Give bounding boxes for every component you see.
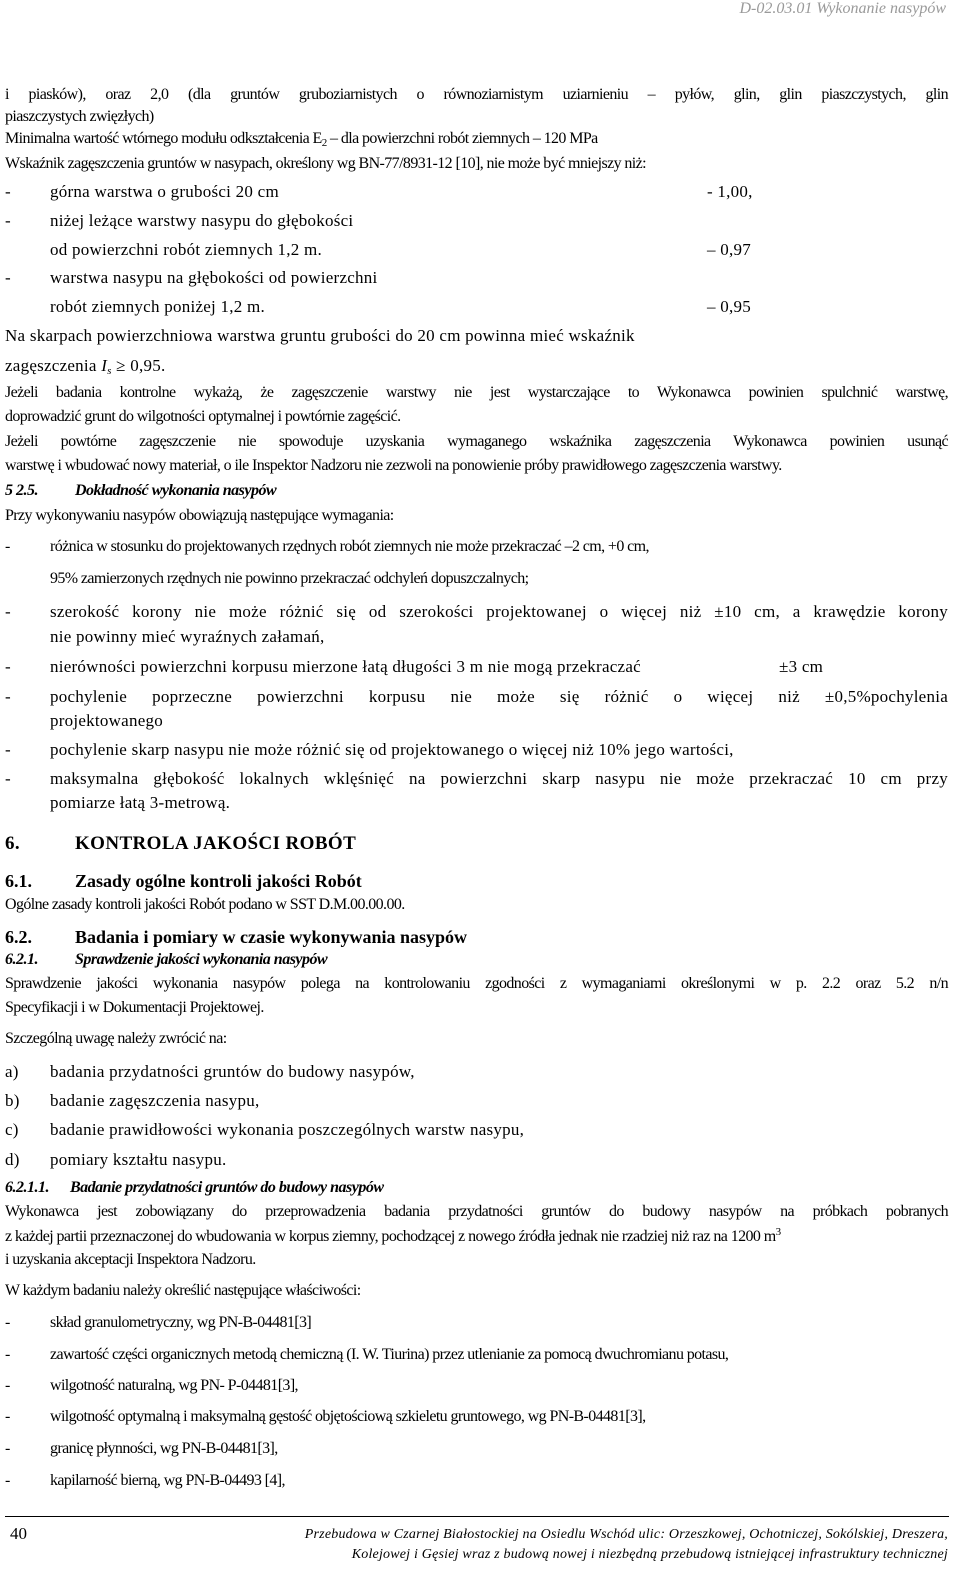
list-dash: - <box>5 182 11 201</box>
list-item: niżej leżące warstwy nasypu do głębokości <box>50 211 354 230</box>
list-marker: a) <box>5 1062 19 1081</box>
list-dash: - <box>5 1472 10 1489</box>
text-fragment: ≥ 0,95. <box>111 356 166 375</box>
text-line: Na skarpach powierzchniowa warstwa gruntu grubości do 20 cm powinna mieć wskaźnik <box>5 326 635 345</box>
text-line: W każdym badaniu należy określić następujące właściwości: <box>5 1282 361 1299</box>
subscript: 2 <box>321 137 327 149</box>
section-number: 6.2.1.1. <box>5 1179 49 1196</box>
text-line <box>5 130 598 149</box>
text-line: piaszczystych zwięzłych) <box>5 108 154 125</box>
text-line: Wykonawca jest zobowiązany do przeprowadzenia badania przydatności gruntów do budowy nasypów na próbkach pobranych <box>5 1203 948 1220</box>
list-item: szerokość korony nie może różnić się od szerokości projektowanej o więcej niż ±10 cm, a krawędzie korony <box>50 602 948 621</box>
section-title: Dokładność wykonania nasypów <box>75 482 277 499</box>
text-line <box>5 356 166 377</box>
subscript: s <box>107 365 112 377</box>
list-item: granicę płynności, wg PN-B-04481[3], <box>50 1440 278 1457</box>
text-line: doprowadzić grunt do wilgotności optymalnej i powtórnie zagęścić. <box>5 408 401 425</box>
list-item: górna warstwa o grubości 20 cm <box>50 182 279 201</box>
list-item: od powierzchni robót ziemnych 1,2 m. <box>50 240 322 259</box>
list-item: pomiary kształtu nasypu. <box>50 1150 227 1169</box>
section-title: Badania i pomiary w czasie wykonywania nasypów <box>75 927 468 947</box>
list-item: nierówności powierzchni korpusu mierzone łatą długości 3 m nie mogą przekraczać <box>50 657 641 676</box>
list-item: projektowanego <box>50 711 164 730</box>
footer-line: Przebudowa w Czarnej Białostockiej na Osiedlu Wschód ulic: Orzeszkowej, Ochotniczej, Sokólskiej, Dreszera, <box>304 1527 948 1542</box>
list-value: – 0,95 <box>707 297 751 316</box>
list-item: różnica w stosunku do projektowanych rzędnych robót ziemnych nie może przekraczać –2 cm, +0 cm, <box>50 538 649 555</box>
list-item: maksymalna głębokość lokalnych wklęśnięć na powierzchni skarp nasypu nie może przekraczać 10 cm przy <box>50 769 948 788</box>
list-dash: - <box>5 740 11 759</box>
text-line: Ogólne zasady kontroli jakości Robót podano w SST D.M.00.00.00. <box>5 896 405 913</box>
list-item: pomiarze łatą 3-metrową. <box>50 793 231 812</box>
text-line: Jeżeli powtórne zagęszczenie nie spowoduje uzyskania wymaganego wskaźnika zagęszczenia Wykonawca powinien usunąć <box>5 433 948 450</box>
text-fragment: zagęszczenia <box>5 356 102 375</box>
list-value: ±3 cm <box>779 657 824 676</box>
list-item: pochylenie poprzeczne powierzchni korpusu nie może się różnić o więcej niż ±0,5%pochylenia <box>50 687 948 706</box>
list-dash: - <box>5 211 11 230</box>
list-marker: c) <box>5 1120 19 1139</box>
section-number: 6. <box>5 833 21 854</box>
list-dash: - <box>5 602 11 621</box>
list-dash: - <box>5 1408 10 1425</box>
list-dash: - <box>5 769 11 788</box>
section-number: 6.2. <box>5 927 32 947</box>
document-code-header: D-02.03.01 Wykonanie nasypów <box>739 0 946 17</box>
section-title: Badanie przydatności gruntów do budowy nasypów <box>70 1179 384 1196</box>
list-dash: - <box>5 657 11 676</box>
page-number: 40 <box>10 1524 27 1543</box>
section-number: 6.2.1. <box>5 951 38 968</box>
text-line <box>5 1226 780 1246</box>
text-fragment: – dla powierzchni robót ziemnych – 120 MPa <box>326 130 598 147</box>
text-line: Przy wykonywaniu nasypów obowiązują następujące wymagania: <box>5 507 394 524</box>
list-marker: d) <box>5 1150 20 1169</box>
list-item: wilgotność naturalną, wg PN- P-04481[3], <box>50 1377 298 1394</box>
section-title: Sprawdzenie jakości wykonania nasypów <box>75 951 328 968</box>
text-line: warstwę i wbudować nowy materiał, o ile Inspektor Nadzoru nie zezwoli na ponowienie próby prawidłowego zagęszczenia warstwy. <box>5 457 782 474</box>
list-item: skład granulometryczny, wg PN-B-04481[3] <box>50 1314 312 1331</box>
text-fragment: Minimalna wartość wtórnego modułu odkształcenia E <box>5 130 322 147</box>
list-item: badanie zagęszczenia nasypu, <box>50 1091 260 1110</box>
text-line: Szczególną uwagę należy zwrócić na: <box>5 1030 227 1047</box>
text-fragment: z każdej partii przeznaczonej do wbudowania w korpus ziemny, pochodzącej z nowego źródła jednak nie rzadziej niż raz na 1200 m <box>5 1228 776 1245</box>
list-item: 95% zamierzonych rzędnych nie powinno przekraczać odchyleń dopuszczalnych; <box>50 570 529 587</box>
list-dash: - <box>5 1314 10 1331</box>
list-value: - 1,00, <box>707 182 753 201</box>
text-line: Sprawdzenie jakości wykonania nasypów polega na kontrolowaniu zgodności z wymaganiami określonymi w p. 2.2 oraz 5.2 n/n <box>5 975 948 992</box>
list-dash: - <box>5 1440 10 1457</box>
list-dash: - <box>5 1346 10 1363</box>
section-number: 5 2.5. <box>5 482 38 499</box>
text-line: Jeżeli badania kontrolne wykażą, że zagęszczenie warstwy nie jest wystarczające to Wykonawca powinien spulchnić warstwę, <box>5 384 948 401</box>
list-item: robót ziemnych poniżej 1,2 m. <box>50 297 265 316</box>
footer-divider <box>5 1516 949 1517</box>
list-item: wilgotność optymalną i maksymalną gęstość objętościową szkieletu gruntowego, wg PN-B-04481[3], <box>50 1408 646 1425</box>
section-number: 6.1. <box>5 871 32 891</box>
text-line: Wskaźnik zagęszczenia gruntów w nasypach, określony wg BN-77/8931-12 [10], nie może być mniejszy niż: <box>5 155 646 172</box>
list-dash: - <box>5 1377 10 1394</box>
list-item: kapilarność bierną, wg PN-B-04493 [4], <box>50 1472 285 1489</box>
list-item: zawartość części organicznych metodą chemiczną (I. W. Tiurina) przez utlenianie za pomocą dwuchromianu potasu, <box>50 1346 729 1363</box>
list-item: badania przydatności gruntów do budowy nasypów, <box>50 1062 415 1081</box>
section-title: Zasady ogólne kontroli jakości Robót <box>75 871 362 891</box>
list-dash: - <box>5 268 11 287</box>
list-item: pochylenie skarp nasypu nie może różnić się od projektowanego o więcej niż 10% jego wartości, <box>50 740 734 759</box>
list-marker: b) <box>5 1091 20 1110</box>
list-item: nie powinny mieć wyraźnych załamań, <box>50 627 325 646</box>
footer-line: Kolejowej i Gęsiej wraz z budową nowej i niezbędną przebudową istniejącej infrastruktury technicznej <box>351 1547 948 1562</box>
list-dash: - <box>5 687 11 706</box>
list-item: badanie prawidłowości wykonania poszczególnych warstw nasypu, <box>50 1120 525 1139</box>
list-value: – 0,97 <box>707 240 751 259</box>
list-item: warstwa nasypu na głębokości od powierzchni <box>50 268 378 287</box>
superscript: 3 <box>775 1226 781 1238</box>
section-title: KONTROLA JAKOŚCI ROBÓT <box>75 833 357 854</box>
list-dash: - <box>5 538 10 555</box>
text-line: Specyfikacji i w Dokumentacji Projektowej. <box>5 999 264 1016</box>
text-line: i piasków), oraz 2,0 (dla gruntów gruboziarnistych o równoziarnistym uziarnieniu – pyłów, glin, glin piaszczystych, glin <box>5 86 948 103</box>
symbol-is: I <box>101 356 108 375</box>
text-line: i uzyskania akceptacji Inspektora Nadzoru. <box>5 1251 256 1268</box>
